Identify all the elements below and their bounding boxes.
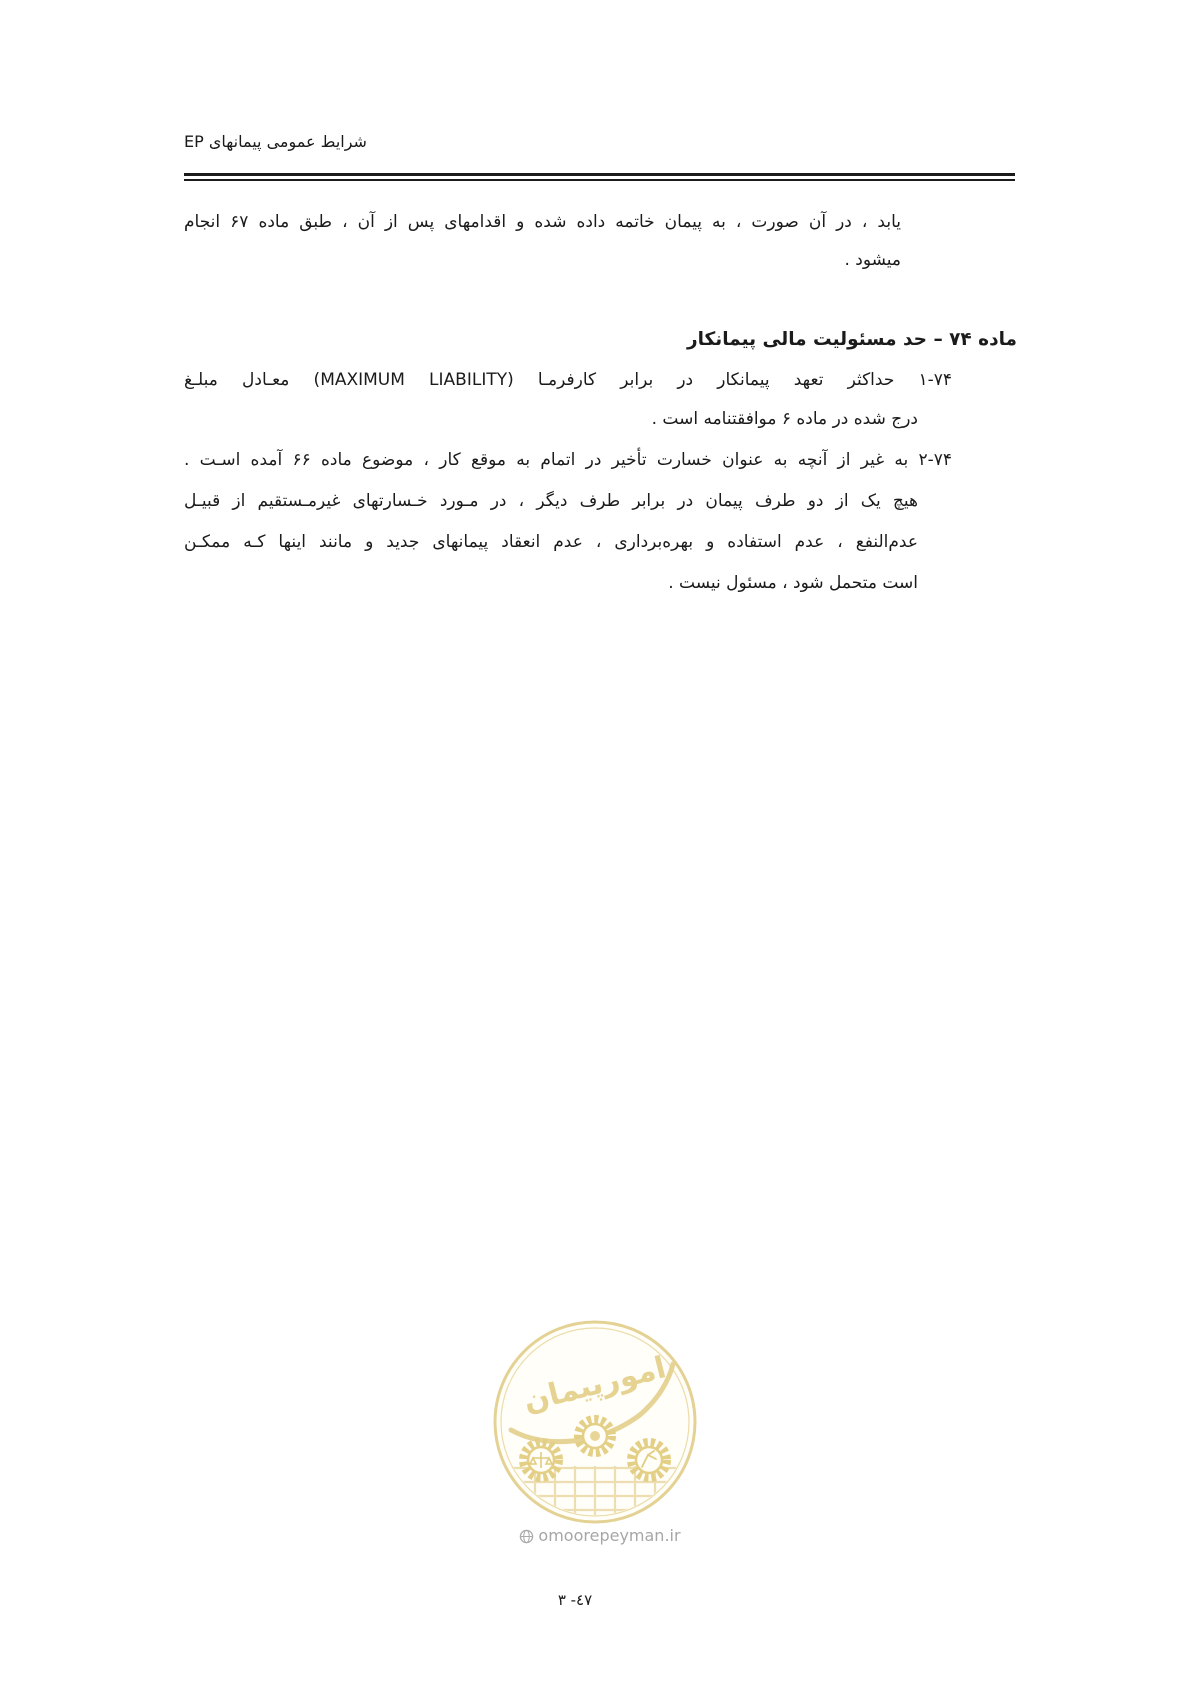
clause-number: ۲-۷۴ [918, 450, 952, 470]
header-rule-thin [184, 179, 1015, 181]
clause-line: است متحمل شود ، مسئول نیست . [668, 573, 918, 593]
clause-line: درج شده در ماده ۶ موافقتنامه است . [651, 409, 918, 429]
clause-text: به غیر از آنچه به عنوان خسارت تأخیر در اتمام به موقع کار ، موضوع ماده ۶۶ آمده اسـت . [184, 450, 909, 470]
clause-line: هیچ یک از دو طرف پیمان در برابر طرف دیگر ، در مـورد خـسارتهای غیرمـستقیم از قبیـل [184, 491, 918, 511]
clause-text: حداکثر تعهد پیمانکار در برابر کارفرمـا (MAXIMUM LIABILITY) معـادل مبلـغ [184, 370, 895, 390]
omoorepeyman-logo [491, 1318, 699, 1526]
continuation-line: یابد ، در آن صورت ، به پیمان خاتمه داده شده و اقدامهای پس از آن ، طبق ماده ۶۷ انجام [184, 212, 901, 232]
watermark-url-text: omoorepeyman.ir [538, 1526, 681, 1545]
page-number: ٣ -٤٧ [557, 1591, 593, 1609]
continuation-line: میشود . [844, 250, 901, 270]
clause-line [184, 445, 952, 475]
watermark-url [490, 1526, 710, 1546]
logo-lettering: امورپیمان [519, 1350, 670, 1420]
globe-icon [519, 1529, 534, 1544]
header-rule-thick [184, 173, 1015, 176]
clause-line: عدم‌النفع ، عدم استفاده و بهره‌برداری ، عدم انعقاد پیمانهای جدید و مانند اینها کـه ممکـن [184, 532, 918, 552]
clause-number: ۱-۷۴ [918, 370, 953, 390]
running-header-title: شرایط عمومی پیمانهای EP [184, 132, 367, 151]
clause-line [184, 365, 952, 395]
article-heading: ماده ۷۴ – حد مسئولیت مالی پیمانکار [686, 329, 1017, 350]
